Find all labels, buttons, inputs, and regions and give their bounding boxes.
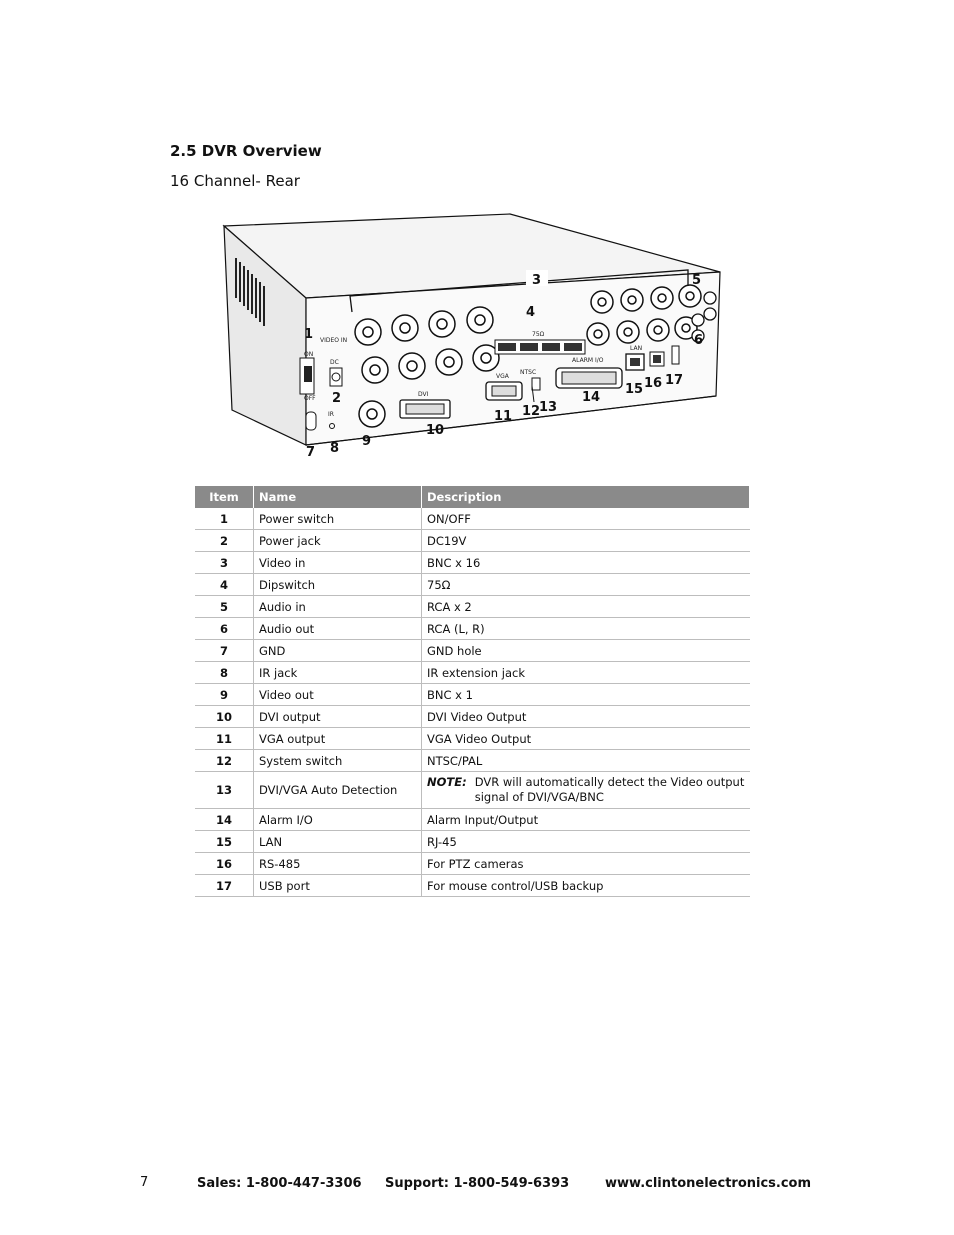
row-description: RJ-45 xyxy=(422,831,750,853)
row-item: 5 xyxy=(195,596,254,618)
svg-text:17: 17 xyxy=(665,373,684,388)
svg-text:DVI: DVI xyxy=(418,391,429,398)
row-name: Power jack xyxy=(254,530,422,552)
table-row xyxy=(195,875,750,897)
spec-table xyxy=(195,486,750,897)
note-text xyxy=(475,775,745,805)
table-row xyxy=(195,728,750,750)
row-name: Power switch xyxy=(254,508,422,530)
svg-text:2: 2 xyxy=(332,391,342,406)
svg-text:15: 15 xyxy=(625,382,644,397)
table-row xyxy=(195,574,750,596)
footer-sales: Sales: 1-800-447-3306 xyxy=(197,1176,362,1191)
table-row xyxy=(195,640,750,662)
row-description: 75Ω xyxy=(422,574,750,596)
header-item: Item xyxy=(195,486,254,508)
row-item: 8 xyxy=(195,662,254,684)
row-description: DVI Video Output xyxy=(422,706,750,728)
footer-support: Support: 1-800-549-6393 xyxy=(385,1176,570,1191)
row-item: 16 xyxy=(195,853,254,875)
svg-text:IR: IR xyxy=(328,411,334,418)
row-name: Video in xyxy=(254,552,422,574)
svg-text:ALARM I/O: ALARM I/O xyxy=(572,357,604,364)
row-item: 13 xyxy=(195,772,254,809)
header-description: Description xyxy=(422,486,750,508)
svg-text:16: 16 xyxy=(644,376,663,391)
note-label: NOTE: xyxy=(427,775,467,789)
table-row xyxy=(195,684,750,706)
svg-text:11: 11 xyxy=(494,409,513,424)
power-switch-graphic xyxy=(300,351,316,402)
row-name: RS-485 xyxy=(254,853,422,875)
svg-text:ON: ON xyxy=(304,351,314,358)
footer-website: www.clintonelectronics.com xyxy=(605,1176,812,1191)
row-item: 11 xyxy=(195,728,254,750)
header-name: Name xyxy=(254,486,422,508)
section-title: 2.5 DVR Overview xyxy=(170,142,322,160)
row-name: System switch xyxy=(254,750,422,772)
svg-text:75Ω: 75Ω xyxy=(532,331,545,338)
page-number: 7 xyxy=(140,1175,149,1190)
row-name: DVI output xyxy=(254,706,422,728)
row-description: BNC x 16 xyxy=(422,552,750,574)
row-description: RCA x 2 xyxy=(422,596,750,618)
row-name: USB port xyxy=(254,875,422,897)
row-item: 12 xyxy=(195,750,254,772)
row-name: DVI/VGA Auto Detection xyxy=(254,772,422,809)
row-item: 6 xyxy=(195,618,254,640)
row-item: 9 xyxy=(195,684,254,706)
svg-text:4: 4 xyxy=(526,305,536,320)
table-row xyxy=(195,552,750,574)
rs485-port-graphic xyxy=(650,352,664,366)
row-description: For PTZ cameras xyxy=(422,853,750,875)
svg-text:9: 9 xyxy=(362,434,372,449)
table-row xyxy=(195,618,750,640)
table-row xyxy=(195,662,750,684)
table-row xyxy=(195,831,750,853)
note xyxy=(427,775,745,805)
table-row xyxy=(195,530,750,552)
table-row xyxy=(195,772,750,809)
table-row xyxy=(195,809,750,831)
svg-text:6: 6 xyxy=(694,333,704,348)
svg-text:OFF: OFF xyxy=(304,395,316,402)
row-name: GND xyxy=(254,640,422,662)
row-name: Video out xyxy=(254,684,422,706)
svg-text:13: 13 xyxy=(539,400,558,415)
row-item: 17 xyxy=(195,875,254,897)
row-name: Alarm I/O xyxy=(254,809,422,831)
svg-text:VGA: VGA xyxy=(496,373,509,380)
row-description: IR extension jack xyxy=(422,662,750,684)
svg-text:VIDEO IN: VIDEO IN xyxy=(320,337,348,344)
svg-text:5: 5 xyxy=(692,273,702,288)
table-row xyxy=(195,706,750,728)
section-subtitle: 16 Channel- Rear xyxy=(170,172,300,190)
row-description xyxy=(422,772,750,809)
row-name: LAN xyxy=(254,831,422,853)
row-description: RCA (L, R) xyxy=(422,618,750,640)
usb-port-graphic xyxy=(672,346,679,364)
row-name: Audio out xyxy=(254,618,422,640)
row-name: IR jack xyxy=(254,662,422,684)
row-item: 1 xyxy=(195,508,254,530)
row-item: 7 xyxy=(195,640,254,662)
svg-text:1: 1 xyxy=(304,327,314,342)
svg-text:10: 10 xyxy=(426,423,445,438)
svg-text:14: 14 xyxy=(582,390,601,405)
row-name: VGA output xyxy=(254,728,422,750)
svg-text:LAN: LAN xyxy=(630,345,643,352)
svg-text:12: 12 xyxy=(522,404,541,419)
row-name: Dipswitch xyxy=(254,574,422,596)
row-item: 3 xyxy=(195,552,254,574)
row-item: 2 xyxy=(195,530,254,552)
svg-text:8: 8 xyxy=(330,441,340,456)
note-line-2: signal of DVI/VGA/BNC xyxy=(474,790,604,804)
row-description: DC19V xyxy=(422,530,750,552)
svg-text:DC: DC xyxy=(330,359,339,366)
row-item: 14 xyxy=(195,809,254,831)
row-description: Alarm Input/Output xyxy=(422,809,750,831)
table-row xyxy=(195,853,750,875)
table-header-row xyxy=(195,486,750,508)
row-name: Audio in xyxy=(254,596,422,618)
row-description: VGA Video Output xyxy=(422,728,750,750)
row-description: For mouse control/USB backup xyxy=(422,875,750,897)
row-item: 10 xyxy=(195,706,254,728)
dvr-rear-diagram xyxy=(220,210,740,460)
table-row xyxy=(195,508,750,530)
row-description: ON/OFF xyxy=(422,508,750,530)
table-row xyxy=(195,596,750,618)
svg-text:3: 3 xyxy=(532,273,542,288)
row-item: 15 xyxy=(195,831,254,853)
svg-text:NTSC: NTSC xyxy=(520,369,537,376)
table-row xyxy=(195,750,750,772)
row-item: 4 xyxy=(195,574,254,596)
row-description: GND hole xyxy=(422,640,750,662)
row-description: BNC x 1 xyxy=(422,684,750,706)
row-description: NTSC/PAL xyxy=(422,750,750,772)
svg-text:7: 7 xyxy=(306,445,316,460)
note-line-1: DVR will automatically detect the Video output xyxy=(474,775,745,789)
